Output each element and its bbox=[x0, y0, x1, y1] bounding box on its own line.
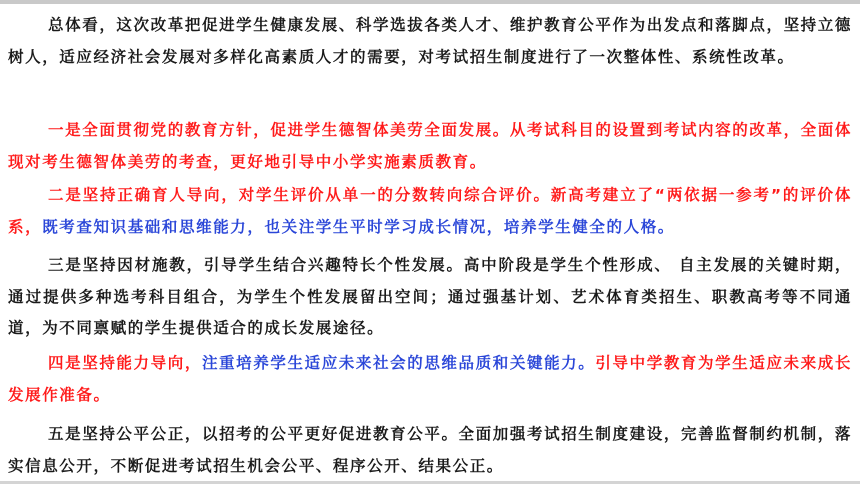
paragraph-point-one bbox=[8, 115, 852, 178]
paragraph-summary-text: 总体看，这次改革把促进学生健康发展、科学选拔各类人才、维护教育公平作为出发点和落脚点，坚持立德树人，适应经济社会发展对多样化高素质人才的需要，对考试招生制度进行了一次整体性、系统性改革。 bbox=[8, 16, 852, 66]
paragraph-point-four-blue-text: 注重培养学生适应未来社会的思维品质和关键能力。 bbox=[201, 354, 596, 372]
paragraph-point-five bbox=[8, 419, 852, 482]
paragraph-point-four-red-text-a: 四是坚持能力导向， bbox=[48, 354, 202, 372]
paragraph-point-four bbox=[8, 348, 852, 411]
paragraph-point-one-text: 一是全面贯彻党的教育方针，促进学生德智体美劳全面发展。从考试科目的设置到考试内容的改革，全面体现对考生德智体美劳的考查，更好地引导中小学实施素质教育。 bbox=[8, 121, 852, 171]
paragraph-point-three bbox=[8, 250, 852, 345]
paragraph-point-three-text: 三是坚持因材施教，引导学生结合兴趣特长个性发展。高中阶段是学生个性形成、 自主发展的关键时期，通过提供多种选考科目组合，为学生个性发展留出空间；通过强基计划、艺术体育类招生、职教高考等不同通道，为不同禀赋的学生提供适合的成长发展途径。 bbox=[8, 256, 852, 337]
paragraph-point-two bbox=[8, 180, 852, 243]
paragraph-point-two-blue-text: 既考查知识基础和思维能力，也关注学生平时学习成长情况，培养学生健全的人格。 bbox=[42, 217, 675, 236]
paragraph-point-five-text: 五是坚持公平公正，以招考的公平更好促进教育公平。全面加强考试招生制度建设，完善监督制约机制，落实信息公开，不断促进考试招生机会公平、程序公开、结果公正。 bbox=[8, 425, 852, 475]
paragraph-point-two-red-text: 二是坚持正确育人导向，对学生评价从单一的分数转向综合评价。新高考建立了“两依据一参考”的评价体系， bbox=[8, 186, 852, 236]
top-divider bbox=[0, 0, 860, 4]
paragraph-point-four-red-text-b: 引导中学教育为学生适应未来成长发展作准备。 bbox=[8, 354, 852, 404]
paragraph-summary bbox=[8, 10, 852, 73]
